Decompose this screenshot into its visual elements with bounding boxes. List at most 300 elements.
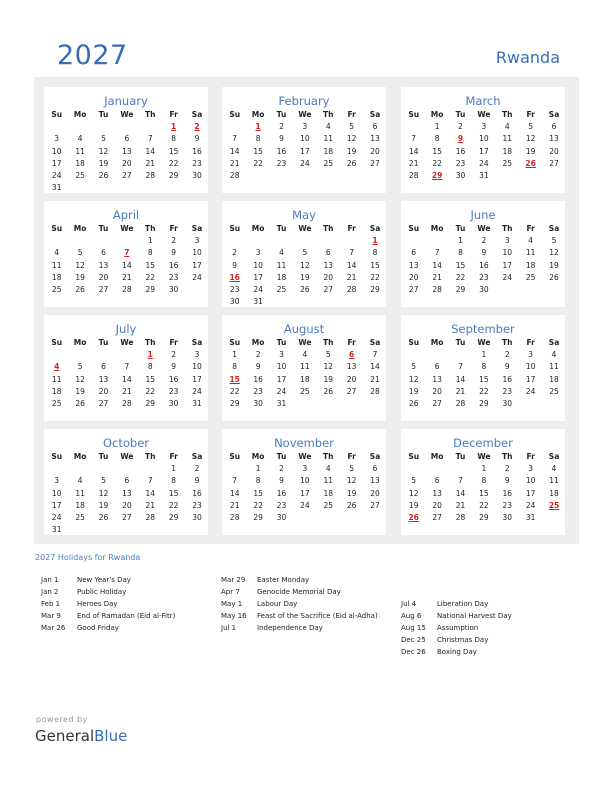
day: 22 — [253, 500, 263, 510]
weekday-header: Sa — [548, 110, 560, 119]
day: 18 — [75, 500, 85, 510]
day: 11 — [75, 488, 85, 498]
holiday-name: End of Ramadan (Eid al-Fitr) — [77, 612, 176, 620]
holiday-row — [41, 598, 175, 610]
day: 29 — [455, 284, 466, 294]
weekday-header: We — [298, 452, 312, 461]
weekday-header: Th — [323, 224, 334, 233]
day: 8 — [372, 248, 378, 258]
day: 1 — [171, 464, 177, 474]
day: 16 — [168, 374, 179, 384]
day: 3 — [54, 134, 60, 144]
holiday-name: Christmas Day — [437, 636, 489, 644]
day: 1 — [458, 236, 463, 246]
day: 11 — [323, 134, 334, 144]
day: 15 — [370, 260, 380, 270]
day: 17 — [300, 488, 310, 498]
day: 7 — [147, 476, 153, 486]
day: 20 — [408, 272, 419, 282]
brand-general: General — [35, 727, 95, 745]
day: 27 — [432, 512, 442, 522]
weekday-header: Th — [145, 110, 156, 119]
day: 12 — [346, 476, 357, 486]
weekday-header: Fr — [347, 452, 356, 461]
day: 20 — [549, 146, 559, 156]
day: 9 — [504, 476, 510, 486]
weekday-header: Su — [229, 338, 241, 347]
weekday-header: Mo — [73, 224, 87, 233]
day: 28 — [122, 284, 132, 294]
day: 6 — [434, 476, 440, 486]
day: 16 — [253, 374, 263, 384]
holiday-date: Dec 25 — [401, 636, 426, 644]
empty-cell — [45, 235, 68, 247]
weekday-header: Th — [145, 452, 156, 461]
day: 24 — [192, 386, 202, 396]
day: 4 — [279, 248, 284, 258]
day: 22 — [145, 272, 156, 282]
weekday-header: Th — [323, 452, 334, 461]
empty-cell — [68, 349, 91, 361]
weekday-header: Mo — [430, 224, 444, 233]
day: 29 — [168, 512, 179, 522]
day: 20 — [122, 158, 132, 168]
holiday-name: Liberation Day — [437, 600, 489, 608]
day: 17 — [300, 146, 310, 156]
weekday-header: Mo — [251, 224, 265, 233]
empty-cell — [68, 463, 91, 475]
day: 13 — [370, 134, 380, 144]
weekday-header: Mo — [73, 110, 87, 119]
day: 4 — [302, 350, 308, 360]
day: 13 — [370, 476, 380, 486]
day: 27 — [98, 284, 109, 294]
day: 20 — [370, 488, 380, 498]
day: 14 — [145, 488, 156, 498]
day: 16 — [502, 374, 513, 384]
weekday-header: Su — [51, 224, 63, 233]
empty-cell — [425, 463, 448, 475]
holiday-row — [401, 646, 512, 658]
day: 25 — [502, 158, 513, 168]
day: 15 — [145, 260, 156, 270]
weekday-header: Mo — [430, 338, 444, 347]
day: 24 — [51, 170, 62, 180]
empty-cell — [425, 235, 448, 247]
holiday-row — [41, 586, 175, 598]
holiday-day: 16 — [229, 272, 240, 282]
day: 5 — [302, 248, 308, 258]
day: 5 — [349, 122, 355, 132]
weekday-header: Tu — [276, 452, 287, 461]
holiday-date: Mar 29 — [221, 576, 246, 584]
day: 23 — [276, 500, 287, 510]
day: 27 — [346, 386, 357, 396]
day: 18 — [51, 386, 62, 396]
day: 5 — [349, 464, 355, 474]
day: 9 — [279, 134, 284, 144]
holiday-column — [41, 574, 175, 634]
holiday-date: May 16 — [221, 612, 247, 620]
day: 29 — [168, 170, 179, 180]
day: 21 — [455, 500, 466, 510]
day: 1 — [255, 464, 261, 474]
day: 11 — [51, 374, 62, 384]
day-grid — [45, 109, 208, 194]
holiday-row — [221, 610, 378, 622]
month-november — [222, 429, 386, 535]
holiday-row — [221, 598, 378, 610]
day: 23 — [192, 158, 202, 168]
day: 10 — [51, 488, 62, 498]
day: 22 — [479, 386, 489, 396]
empty-cell — [402, 349, 425, 361]
month-june — [401, 201, 565, 307]
empty-cell — [45, 121, 68, 133]
weekday-header: Th — [145, 338, 156, 347]
day: 2 — [279, 464, 284, 474]
weekday-header: Th — [323, 338, 334, 347]
holiday-day: 1 — [147, 350, 153, 360]
day-grid — [223, 451, 386, 524]
day: 25 — [323, 500, 334, 510]
holiday-date: Feb 1 — [41, 600, 61, 608]
month-name: February — [278, 94, 330, 108]
holiday-date: Aug 15 — [401, 624, 426, 632]
day: 20 — [432, 500, 442, 510]
day: 18 — [323, 146, 334, 156]
day: 23 — [479, 272, 489, 282]
holiday-date: Mar 9 — [41, 612, 61, 620]
day: 6 — [551, 122, 557, 132]
day: 3 — [255, 248, 261, 258]
weekday-header: Tu — [455, 452, 466, 461]
day: 17 — [253, 272, 263, 282]
day: 25 — [75, 170, 85, 180]
holiday-row — [221, 586, 378, 598]
holiday-date: Jul 1 — [221, 624, 237, 632]
day: 18 — [51, 272, 62, 282]
day: 4 — [77, 134, 83, 144]
weekday-header: We — [120, 224, 134, 233]
empty-cell — [92, 121, 115, 133]
day: 10 — [502, 248, 513, 258]
day: 17 — [51, 158, 62, 168]
day: 21 — [346, 272, 357, 282]
day: 2 — [279, 122, 284, 132]
weekday-header: Fr — [347, 338, 356, 347]
day-grid — [402, 109, 565, 182]
day: 29 — [229, 398, 240, 408]
month-october — [44, 429, 208, 535]
day: 28 — [408, 170, 419, 180]
empty-cell — [340, 235, 363, 247]
day: 5 — [101, 476, 106, 486]
holiday-name: New Year's Day — [77, 576, 131, 584]
day: 28 — [122, 398, 132, 408]
day: 11 — [502, 134, 513, 144]
holiday-row — [221, 622, 378, 634]
day: 9 — [171, 362, 177, 372]
day: 16 — [502, 488, 513, 498]
day: 9 — [481, 248, 487, 258]
day: 3 — [302, 122, 308, 132]
day: 24 — [525, 500, 536, 510]
day: 13 — [432, 374, 442, 384]
day: 23 — [455, 158, 466, 168]
day: 27 — [370, 158, 380, 168]
day: 16 — [168, 260, 179, 270]
powered-by: powered by — [36, 715, 88, 724]
day: 14 — [432, 260, 442, 270]
day: 22 — [479, 500, 489, 510]
day: 16 — [455, 146, 466, 156]
day: 26 — [98, 170, 109, 180]
day: 22 — [253, 158, 263, 168]
day: 22 — [145, 386, 156, 396]
day: 21 — [455, 386, 466, 396]
weekday-header: Tu — [455, 224, 466, 233]
day: 30 — [502, 398, 513, 408]
day: 16 — [192, 146, 202, 156]
day: 19 — [300, 272, 310, 282]
holiday-day: 15 — [229, 374, 240, 384]
weekday-header: Tu — [455, 110, 466, 119]
weekday-header: Tu — [98, 452, 109, 461]
day: 25 — [276, 284, 287, 294]
day: 3 — [279, 350, 284, 360]
day: 11 — [323, 476, 334, 486]
day: 20 — [432, 386, 442, 396]
day: 24 — [502, 272, 513, 282]
day: 28 — [145, 512, 156, 522]
day: 8 — [171, 134, 177, 144]
holiday-date: May 1 — [221, 600, 243, 608]
day: 26 — [300, 284, 310, 294]
holiday-row — [401, 634, 512, 646]
day: 2 — [504, 350, 510, 360]
day: 23 — [276, 158, 287, 168]
day: 7 — [147, 134, 153, 144]
holiday-name: Independence Day — [257, 624, 323, 632]
day: 9 — [194, 476, 200, 486]
day: 3 — [504, 236, 510, 246]
empty-cell — [115, 349, 138, 361]
day: 19 — [549, 260, 559, 270]
holiday-row — [401, 610, 512, 622]
weekday-header: We — [298, 110, 312, 119]
holiday-date: Jul 4 — [401, 600, 417, 608]
day: 3 — [194, 350, 200, 360]
day: 4 — [528, 236, 534, 246]
day: 28 — [346, 284, 357, 294]
day: 18 — [323, 488, 334, 498]
weekday-header: Sa — [369, 110, 381, 119]
day: 5 — [77, 248, 83, 258]
day: 3 — [528, 350, 534, 360]
day: 16 — [276, 146, 287, 156]
day: 17 — [502, 260, 513, 270]
day: 25 — [549, 386, 559, 396]
holiday-day: 2 — [194, 122, 200, 132]
day: 30 — [168, 398, 179, 408]
day: 19 — [75, 272, 85, 282]
day: 25 — [51, 284, 62, 294]
weekday-header: Su — [408, 338, 420, 347]
day: 9 — [232, 260, 238, 270]
weekday-header: Su — [408, 452, 420, 461]
day-grid — [402, 451, 565, 524]
day: 2 — [255, 350, 261, 360]
day: 28 — [370, 386, 380, 396]
day: 7 — [458, 362, 463, 372]
day: 8 — [434, 134, 440, 144]
holiday-date: Apr 7 — [221, 588, 240, 596]
day: 10 — [276, 362, 287, 372]
day: 29 — [253, 512, 263, 522]
weekday-header: Th — [502, 452, 513, 461]
empty-cell — [115, 463, 138, 475]
day: 19 — [98, 500, 109, 510]
day: 14 — [370, 362, 380, 372]
month-may — [222, 201, 386, 307]
day: 27 — [323, 284, 334, 294]
empty-cell — [293, 235, 316, 247]
weekday-header: Su — [408, 224, 420, 233]
weekday-header: Sa — [191, 110, 203, 119]
day: 24 — [51, 512, 62, 522]
weekday-header: We — [477, 452, 491, 461]
day: 26 — [75, 284, 85, 294]
day: 17 — [276, 374, 287, 384]
day: 4 — [504, 122, 510, 132]
day: 5 — [411, 476, 417, 486]
weekday-header: Su — [408, 110, 420, 119]
holiday-name: Genocide Memorial Day — [257, 588, 341, 596]
day: 16 — [479, 260, 489, 270]
day: 20 — [122, 500, 132, 510]
day: 13 — [122, 146, 132, 156]
day: 23 — [192, 500, 202, 510]
day: 17 — [479, 146, 489, 156]
day: 6 — [124, 134, 130, 144]
day: 14 — [229, 488, 240, 498]
weekday-header: Mo — [430, 452, 444, 461]
weekday-header: Fr — [347, 110, 356, 119]
day: 15 — [479, 488, 489, 498]
holidays-title: 2027 Holidays for Rwanda — [35, 553, 141, 562]
empty-cell — [402, 235, 425, 247]
month-september — [401, 315, 565, 421]
day: 28 — [229, 170, 240, 180]
day: 30 — [229, 297, 240, 307]
day: 8 — [147, 248, 153, 258]
day: 26 — [75, 398, 85, 408]
day: 10 — [479, 134, 489, 144]
holiday-row — [41, 574, 175, 586]
month-april — [44, 201, 208, 307]
day: 16 — [276, 488, 287, 498]
day: 8 — [255, 134, 261, 144]
weekday-header: Th — [145, 224, 156, 233]
day: 10 — [253, 260, 263, 270]
weekday-header: Th — [502, 110, 513, 119]
holiday-column — [401, 598, 512, 658]
weekday-header: Sa — [369, 338, 381, 347]
day: 8 — [481, 476, 487, 486]
day: 17 — [192, 260, 202, 270]
month-name: May — [292, 208, 316, 222]
day: 5 — [528, 122, 534, 132]
holiday-row — [41, 622, 175, 634]
day: 14 — [408, 146, 419, 156]
day: 21 — [432, 272, 442, 282]
day: 13 — [549, 134, 559, 144]
holiday-name: Good Friday — [77, 624, 119, 632]
day: 23 — [502, 500, 513, 510]
empty-cell — [223, 121, 246, 133]
holiday-date: Mar 26 — [41, 624, 66, 632]
holiday-row — [41, 610, 175, 622]
day: 15 — [432, 146, 442, 156]
holiday-day: 6 — [349, 350, 355, 360]
empty-cell — [45, 463, 68, 475]
weekday-header: We — [120, 338, 134, 347]
weekday-header: Sa — [191, 452, 203, 461]
day: 21 — [229, 158, 240, 168]
empty-cell — [139, 121, 162, 133]
day: 26 — [346, 158, 357, 168]
weekday-header: Fr — [526, 452, 535, 461]
weekday-header: Sa — [369, 224, 381, 233]
year-title: 2027 — [57, 40, 128, 71]
month-july — [44, 315, 208, 421]
holiday-name: Heroes Day — [77, 600, 118, 608]
day: 28 — [145, 170, 156, 180]
day: 29 — [370, 284, 380, 294]
brand-logo — [35, 727, 127, 745]
weekday-header: Th — [502, 338, 513, 347]
month-name: December — [453, 436, 513, 450]
month-march — [401, 87, 565, 193]
month-name: April — [112, 208, 140, 222]
day: 24 — [300, 500, 310, 510]
weekday-header: Su — [51, 110, 63, 119]
day: 12 — [98, 488, 109, 498]
holiday-date: Jan 1 — [41, 576, 59, 584]
day: 11 — [51, 260, 62, 270]
day: 1 — [481, 464, 487, 474]
day: 31 — [479, 170, 489, 180]
month-name: August — [283, 322, 325, 336]
empty-cell — [68, 235, 91, 247]
day: 11 — [276, 260, 287, 270]
day: 6 — [101, 248, 106, 258]
day: 26 — [549, 272, 559, 282]
empty-cell — [115, 235, 138, 247]
holiday-name: Public Holiday — [77, 588, 127, 596]
day-grid — [223, 223, 386, 308]
day: 23 — [168, 386, 179, 396]
day: 18 — [502, 146, 513, 156]
day: 15 — [455, 260, 466, 270]
day: 13 — [98, 260, 109, 270]
day: 22 — [432, 158, 442, 168]
day: 3 — [194, 236, 200, 246]
day-grid — [402, 337, 565, 410]
day: 13 — [122, 488, 132, 498]
month-name: March — [465, 94, 501, 108]
